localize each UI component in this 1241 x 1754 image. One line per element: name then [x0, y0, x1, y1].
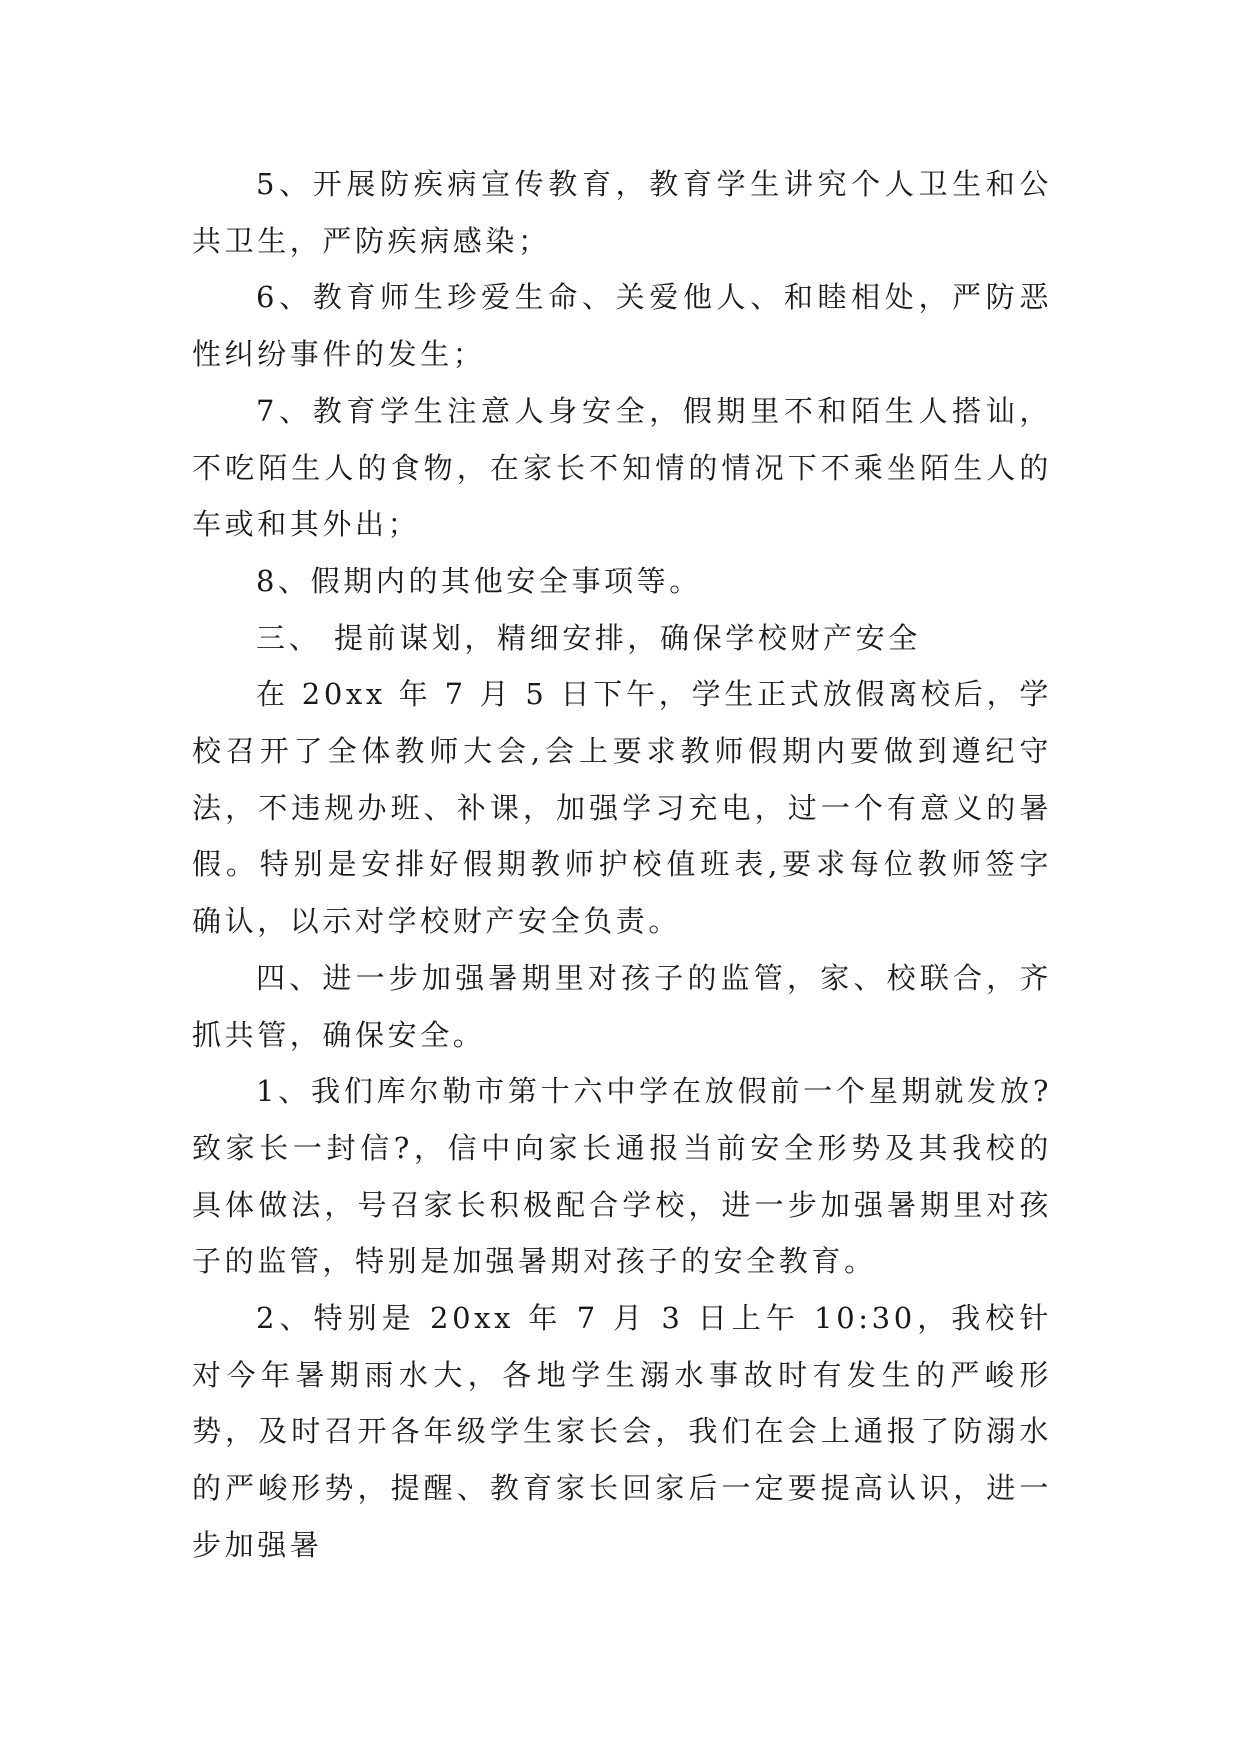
paragraph-item-1-parent-letter: 1、我们库尔勒市第十六中学在放假前一个星期就发放?致家长一封信?，信中向家长通报当前安全形势及其我校的具体做法，号召家长积极配合学校，进一步加强暑期里对孩子的监管，特别是加强暑期对孩子的安全教育。 — [192, 1074, 1052, 1279]
paragraph-item-7: 7、教育学生注意人身安全，假期里不和陌生人搭讪，不吃陌生人的食物，在家长不知情的情况下不乘坐陌生人的车或和其外出； — [192, 393, 1052, 542]
paragraph-item-6: 6、教育师生珍爱生命、关爱他人、和睦相处，严防恶性纠纷事件的发生； — [192, 280, 1052, 372]
section-heading-four: 四、进一步加强暑期里对孩子的监管，家、校联合，齐抓共管，确保安全。 — [192, 960, 1052, 1052]
document-body — [192, 156, 1052, 1574]
paragraph-item-2-parent-meeting: 2、特别是 20xx 年 7 月 3 日上午 10:30，我校针对今年暑期雨水大，各地学生溺水事故时有发生的严峻形势，及时召开各年级学生家长会，我们在会上通报了防溺水的严峻形势，提醒、教育家长回家后一定要提高认识，进一步加强暑 — [192, 1301, 1052, 1562]
paragraph-teacher-meeting: 在 20xx 年 7 月 5 日下午，学生正式放假离校后，学校召开了全体教师大会,会上要求教师假期内要做到遵纪守法，不违规办班、补课，加强学习充电，过一个有意义的暑假。特别是安排好假期教师护校值班表,要求每位教师签字确认，以示对学校财产安全负责。 — [192, 677, 1052, 939]
paragraph-item-8: 8、假期内的其他安全事项等。 — [256, 563, 702, 598]
section-heading-three: 三、 提前谋划，精细安排，确保学校财产安全 — [256, 620, 921, 655]
paragraph-item-5: 5、开展防疾病宣传教育，教育学生讲究个人卫生和公共卫生，严防疾病感染； — [192, 167, 1052, 258]
